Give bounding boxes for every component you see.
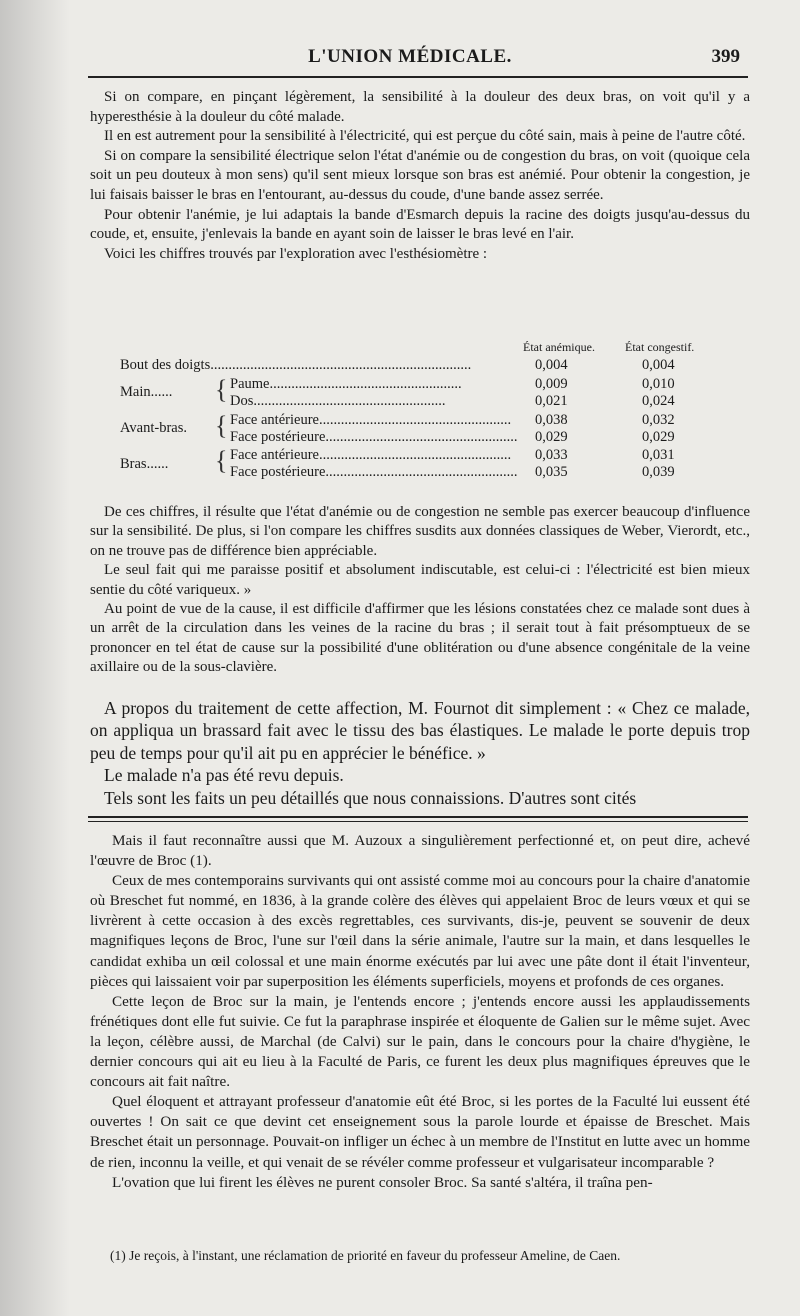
brace: { — [215, 375, 228, 404]
value-anemique: 0,021 — [535, 393, 568, 409]
esthesiometer-table — [115, 357, 725, 487]
value-anemique: 0,004 — [535, 357, 568, 373]
group-label: Main...... — [120, 384, 173, 400]
value-anemique: 0,035 — [535, 464, 568, 480]
table-row — [115, 429, 725, 447]
value-congestif: 0,004 — [642, 357, 675, 373]
paragraph: Le seul fait qui me paraisse positif et absolument indiscutable, est celui-ci : l'électricité est bien mieux sentie du côté variqueux. » — [90, 562, 750, 598]
paragraph: Pour obtenir l'anémie, je lui adaptais la bande d'Esmarch depuis la racine des doigts jusqu'au-dessus du coude, et, ensuite, j'enlevais la bande en ayant soin de laisser le bras levé en l'air. — [90, 206, 750, 243]
table-row — [115, 393, 725, 411]
value-congestif: 0,024 — [642, 393, 675, 409]
footnote: (1) Je reçois, à l'instant, une réclamation de priorité en faveur du professeur Ameline, de Caen. — [110, 1248, 621, 1263]
text-block-observation — [90, 88, 750, 264]
paragraph: A propos du traitement de cette affection, M. Fournot dit simplement : « Chez ce malade, on appliqua un brassard fait avec le tissu des bas élastiques. Le malade le porte depuis trop peu de temps pour qu'il ait pu en apprécier le bénéfice. » — [90, 698, 750, 763]
group-label: Avant-bras. — [120, 420, 187, 436]
value-anemique: 0,029 — [535, 429, 568, 445]
paragraph: Cette leçon de Broc sur la main, je l'entends encore ; j'entends encore aussi les applaudissements frénétiques dont elle fut suivie. Ce fut la paraphrase inspirée et éloquente de Galien sur le même sujet. Avec la leçon, célèbre aussi, de Marchal (de Calvi) sur le pain, dans le concours pour la chaire d'hygiène, le dernier concours qui ait eu lieu à la Faculté de Paris, ce furent les deux plus magnifiques épreuves que le concours ait fait naître. — [90, 992, 750, 1091]
paragraph: Quel éloquent et attrayant professeur d'anatomie eût été Broc, si les portes de la Faculté lui eussent été ouvertes ! On sait ce que devint cet enseignement sous la parole lourde et épaisse de Breschet. Mais Breschet était un personnage. Pouvait-on infliger un échec à un membre de l'Institut en lutte avec un homme de rien, inconnu la veille, et qui venait de se révéler comme professeur et vulgarisateur incomparable ? — [90, 1093, 750, 1171]
value-congestif: 0,029 — [642, 429, 675, 445]
value-anemique: 0,033 — [535, 447, 568, 463]
page-number: 399 — [711, 46, 740, 67]
value-anemique: 0,038 — [535, 412, 568, 428]
paragraph: Le malade n'a pas été revu depuis. — [104, 765, 344, 786]
paragraph: Voici les chiffres trouvés par l'exploration avec l'esthésiomètre : — [104, 245, 488, 262]
journal-title: L'UNION MÉDICALE. — [308, 46, 512, 67]
section-rule-top — [88, 816, 748, 818]
text-block-feuilleton — [90, 831, 750, 1193]
table-row — [115, 357, 725, 375]
text-block-conclusions — [90, 503, 750, 678]
column-header-anemique: État anémique. — [523, 340, 595, 354]
table-row — [115, 456, 725, 482]
text-block-treatment — [90, 697, 750, 809]
paragraph: Au point de vue de la cause, il est difficile d'affirmer que les lésions constatées chez ce malade sont dues à un arrêt de la circulation dans les veines de la racine du bras ; il serait tout à fait présomptueux de se prononcer en tel état de cause sur la possibilité d'une oblitération ou d'une absence congénitale de la veine axillaire ou de la sous-clavière. — [90, 601, 750, 676]
paragraph: Ceux de mes contemporains survivants qui ont assisté comme moi au concours pour la chaire d'anatomie où Breschet fut nommé, en 1836, à la grande colère des élèves qui appelaient Broc de leurs vœux et qui se livrèrent à cette occasion à des excès regrettables, ces survivants, dis-je, peuvent se souvenir de deux magnifiques leçons de Broc, l'une sur l'œil dans la série animale, l'autre sur la main, et dans lesquelles le candidat exhiba un œil colossal et une main énorme exécutés par lui avec une pâte dont il était l'inventeur, pièces qui laissaient voir par superposition les éléments superficiels, moyens et profonds de ces organes. — [90, 872, 750, 990]
row-label: Dos..................................................... — [230, 393, 446, 409]
row-label: Bout des doigts........................................................................ — [120, 357, 472, 373]
value-congestif: 0,031 — [642, 447, 675, 463]
row-label: Face antérieure..................................................... — [230, 412, 512, 428]
paragraph: De ces chiffres, il résulte que l'état d'anémie ou de congestion ne semble pas exercer beaucoup d'influence sur la sensibilité. De plus, si l'on compare les chiffres susdits aux données classiques de Weber, Vierordt, etc., on ne trouve pas de différence bien appréciable. — [90, 504, 750, 559]
column-header-congestif: État congestif. — [625, 340, 695, 354]
value-congestif: 0,032 — [642, 412, 675, 428]
paragraph: Si on compare, en pinçant légèrement, la sensibilité à la douleur des deux bras, on voit qu'il y a hyperesthésie à la douleur du côté malade. — [90, 89, 750, 125]
row-label: Face antérieure..................................................... — [230, 447, 512, 463]
brace: { — [215, 411, 228, 440]
value-congestif: 0,039 — [642, 464, 675, 480]
page-shadow — [0, 0, 70, 1316]
value-congestif: 0,010 — [642, 376, 675, 392]
brace: { — [215, 446, 228, 475]
paragraph: Mais il faut reconnaître aussi que M. Auzoux a singulièrement perfectionné et, on peut dire, achevé l'œuvre de Broc (1). — [90, 832, 750, 870]
paragraph: Tels sont les faits un peu détaillés que nous connaissions. D'autres sont cités — [104, 787, 637, 808]
row-label: Face postérieure..................................................... — [230, 429, 518, 445]
row-label: Paume..................................................... — [230, 376, 462, 392]
running-header — [70, 44, 750, 74]
header-rule — [88, 76, 748, 78]
group-label: Bras...... — [120, 456, 169, 472]
value-anemique: 0,009 — [535, 376, 568, 392]
row-label: Face postérieure..................................................... — [230, 464, 518, 480]
paragraph: Il en est autrement pour la sensibilité à l'électricité, qui est perçue du côté sain, mais à peine de l'autre côté. — [104, 128, 746, 145]
section-rule-bottom — [88, 821, 748, 822]
paragraph: Si on compare la sensibilité électrique selon l'état d'anémie ou de congestion du bras, on voit (quoique cela soit un peu douteux à mon sens) qu'il sent mieux lorsque son bras est anémié. Pour obtenir la congestion, je lui faisais baisser le bras en l'entourant, au-dessus du coude, d'une bande assez serrée. — [90, 147, 750, 203]
paragraph: L'ovation que lui firent les élèves ne purent consoler Broc. Sa santé s'altéra, il traîna pen- — [112, 1173, 653, 1191]
